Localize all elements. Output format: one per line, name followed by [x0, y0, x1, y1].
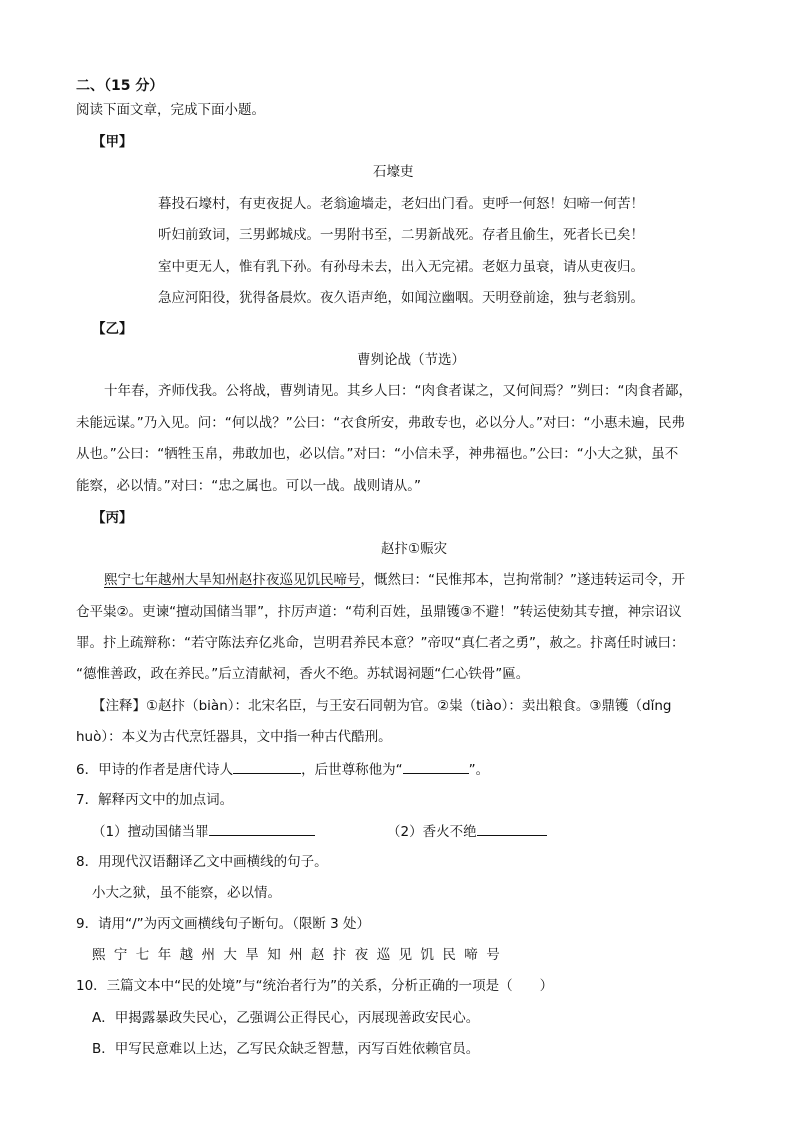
tag-jia: 【甲】	[92, 134, 133, 150]
question-7-1	[92, 821, 315, 842]
notes-line: huò）：本义为古代烹饪器具，文中指一种古代酷刑。	[76, 729, 392, 745]
answer-blank[interactable]	[209, 821, 315, 836]
passage-title-bing: 赵抃①赈灾	[381, 541, 448, 557]
question-8-sentence: 小大之狱，虽不能察，必以情。	[92, 885, 281, 901]
option-a[interactable]: A．甲揭露暴政失民心，乙强调公正得民心，丙展现善政安民心。	[92, 1010, 480, 1026]
question-6	[76, 759, 489, 780]
passage-line	[104, 570, 685, 590]
passage-line: 从也。”公曰：“牺牲玉帛，弗敢加也，必以信。”对曰：“小信未孚，神弗福也。”公曰：“小大之狱，虽不	[76, 446, 679, 462]
q7-1-text: （1）擅动国储当罪	[92, 824, 209, 840]
answer-blank[interactable]	[233, 759, 301, 774]
question-9: 9．请用“/”为丙文画横线句子断句。（限断 3 处）	[76, 916, 371, 932]
poem-line: 室中更无人，惟有乳下孙。有孙母未去，出入无完裙。老妪力虽衰，请从吏夜归。	[158, 259, 644, 275]
question-9-sentence: 熙宁七年越州大旱知州赵抃夜巡见饥民啼号	[92, 947, 509, 963]
underlined-sentence: 熙宁七年越州大旱知州赵抃夜巡见饥民啼号	[104, 572, 361, 588]
q6-text: ，后世尊称他为“	[301, 762, 403, 778]
tag-yi: 【乙】	[92, 321, 133, 337]
poem-line: 急应河阳役，犹得备晨炊。夜久语声绝，如闻泣幽咽。天明登前途，独与老翁别。	[158, 290, 644, 306]
line-rest: ，慨然曰：“民惟邦本，岂拘常制？”遂违转运司令，开	[360, 572, 685, 588]
tag-bing: 【丙】	[92, 510, 133, 526]
passage-title-yi: 曹刿论战（节选）	[357, 352, 465, 368]
question-10: 10．三篇文本中“民的处境”与“统治者行为”的关系，分析正确的一项是（ ）	[76, 978, 554, 994]
passage-line: 能察，必以情。”对曰：“忠之属也。可以一战。战则请从。”	[76, 478, 421, 494]
passage-line: 罪。抃上疏辩称：“若守陈法弃亿兆命，岂明君养民本意？”帝叹“真仁者之勇”，赦之。抃离任时诫曰：	[76, 635, 685, 651]
question-7: 7．解释丙文中的加点词。	[76, 792, 234, 808]
q6-text: ”。	[468, 762, 490, 778]
passage-line: “德惟善政，政在养民。”后立清献祠，香火不绝。苏轼谒祠题“仁心铁骨”匾。	[76, 666, 530, 682]
instruction-text: 阅读下面文章，完成下面小题。	[76, 102, 265, 118]
answer-blank[interactable]	[403, 759, 469, 774]
question-8: 8．用现代汉语翻译乙文中画横线的句子。	[76, 854, 328, 870]
poem-title: 石壕吏	[373, 164, 414, 180]
notes-line: 【注释】①赵抃（biàn）：北宋名臣，与王安石同朝为官。②粜（tiào）：卖出粮食。③鼎镬（dǐng	[92, 698, 672, 714]
section-heading: 二、（15 分）	[76, 78, 164, 94]
passage-line: 十年春，齐师伐我。公将战，曹刿请见。其乡人曰：“肉食者谋之，又何间焉？”刿曰：“肉食者鄙，	[104, 383, 692, 399]
poem-line: 听妇前致词，三男邺城戍。一男附书至，二男新战死。存者且偷生，死者长已矣！	[158, 227, 644, 243]
poem-line: 暮投石壕村，有吏夜捉人。老翁逾墙走，老妇出门看。吏呼一何怒！妇啼一何苦！	[158, 196, 644, 212]
question-7-2	[387, 821, 547, 842]
passage-line: 仓平粜②。吏谏“擅动国储当罪”，抃厉声道：“苟利百姓，虽鼎镬③不避！”转运使劾其专擅，神宗诏议	[76, 604, 682, 620]
q6-text: 6．甲诗的作者是唐代诗人	[76, 762, 234, 778]
passage-line: 未能远谋。”乃入见。问：“何以战？”公曰：“衣食所安，弗敢专也，必以分人。”对曰：“小惠未遍，民弗	[76, 415, 685, 431]
answer-blank[interactable]	[477, 821, 547, 836]
option-b[interactable]: B．甲写民意难以上达，乙写民众缺乏智慧，丙写百姓依赖官员。	[92, 1041, 480, 1057]
q7-2-text: （2）香火不绝	[387, 824, 477, 840]
